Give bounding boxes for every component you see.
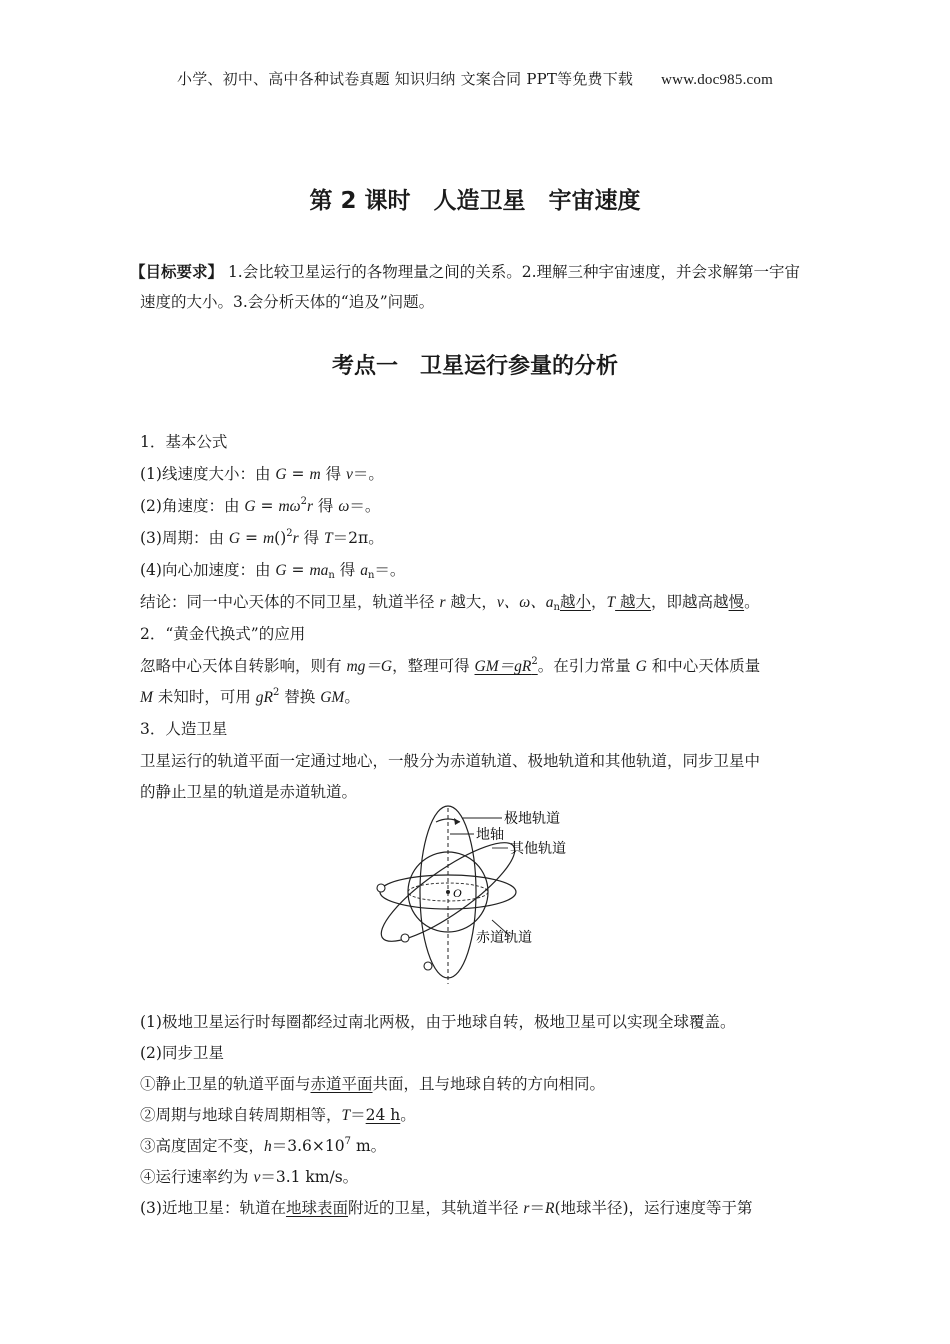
heading-artificial-satellite: 3．人造卫星 — [140, 720, 228, 738]
heading-golden-substitution: 2．“黄金代换式”的应用 — [140, 625, 306, 643]
header-text: 小学、初中、高中各种试卷真题 知识归纳 文案合同 PPT等免费下载 — [177, 70, 634, 88]
formula-angular-velocity: (2)角速度：由 $G = m\omega^2r$ 得 ω＝。 — [140, 496, 381, 515]
satellite-text-1: 卫星运行的轨道平面一定通过地心，一般分为赤道轨道、极地轨道和其他轨道，同步卫星中 — [140, 752, 761, 770]
center-label: O — [453, 886, 462, 900]
conclusion-line: 结论：同一中心天体的不同卫星，轨道半径 r 越大，v、ω、$a_n$越小，T 越大，即越高越慢。 — [140, 593, 760, 613]
goals-tag: 【目标要求】 — [130, 263, 224, 281]
formula-period: (3)周期：由 G = m()$^2$r 得 T＝2π。 — [140, 528, 384, 547]
sync-item-1: ①静止卫星的轨道平面与赤道平面共面，且与地球自转的方向相同。 — [140, 1075, 606, 1093]
formula-linear-velocity: (1)线速度大小：由 G = m 得 v＝。 — [140, 465, 384, 483]
golden-line-2: M 未知时，可用 $gR^2$ 替换 GM。 — [140, 687, 360, 706]
section-title: 考点一 卫星运行参量的分析 — [331, 354, 618, 379]
learning-goals — [130, 257, 812, 317]
label-earth-axis: 地轴 — [476, 827, 504, 843]
lesson-title: 第 2 课时 人造卫星 宇宙速度 — [309, 188, 641, 214]
satellite-text-2: 的静止卫星的轨道是赤道轨道。 — [140, 783, 358, 801]
heading-basic-formulas: 1．基本公式 — [140, 433, 228, 451]
rotation-arrowhead-icon — [454, 818, 460, 825]
satellite-polar-icon — [424, 962, 432, 970]
formula-centripetal-acceleration: (4)向心加速度：由 $G = ma_n$ 得 $a_n=$。 — [140, 561, 406, 581]
goals-text: 1.会比较卫星运行的各物理量之间的关系。2.理解三种宇宙速度，并会求解第一宇宙速度的大小。3.会分析天体的“追及”问题。 — [140, 263, 801, 311]
label-equatorial-orbit: 赤道轨道 — [476, 930, 532, 946]
center-point — [446, 890, 450, 894]
label-other-orbit: 其他轨道 — [510, 841, 566, 857]
sync-item-3: ③高度固定不变，$h=3.6\times 10^7$ m。 — [140, 1136, 387, 1155]
satellite-equatorial-icon — [377, 884, 385, 892]
near-earth-satellite-text: (3)近地卫星：轨道在地球表面附近的卫星，其轨道半径 r＝R(地球半径)，运行速度等于第 — [140, 1199, 753, 1217]
label-polar-orbit: 极地轨道 — [504, 811, 560, 827]
golden-line-1: 忽略中心天体自转影响，则有 mg＝G，整理可得 $GM=gR^2$。在引力常量 G 和中心天体质量 — [140, 656, 761, 675]
orbit-diagram — [370, 800, 590, 990]
page-header — [0, 68, 950, 89]
header-site-link[interactable]: www.doc985.com — [661, 72, 773, 88]
satellite-other-icon — [401, 934, 409, 942]
sync-item-2: ②周期与地球自转周期相等，T＝24 h。 — [140, 1106, 416, 1124]
sync-satellite-heading: (2)同步卫星 — [140, 1044, 224, 1062]
sync-item-4: ④运行速率约为 v＝3.1 km/s。 — [140, 1168, 359, 1186]
polar-satellite-text: (1)极地卫星运行时每圈都经过南北两极，由于地球自转，极地卫星可以实现全球覆盖。 — [140, 1013, 736, 1031]
